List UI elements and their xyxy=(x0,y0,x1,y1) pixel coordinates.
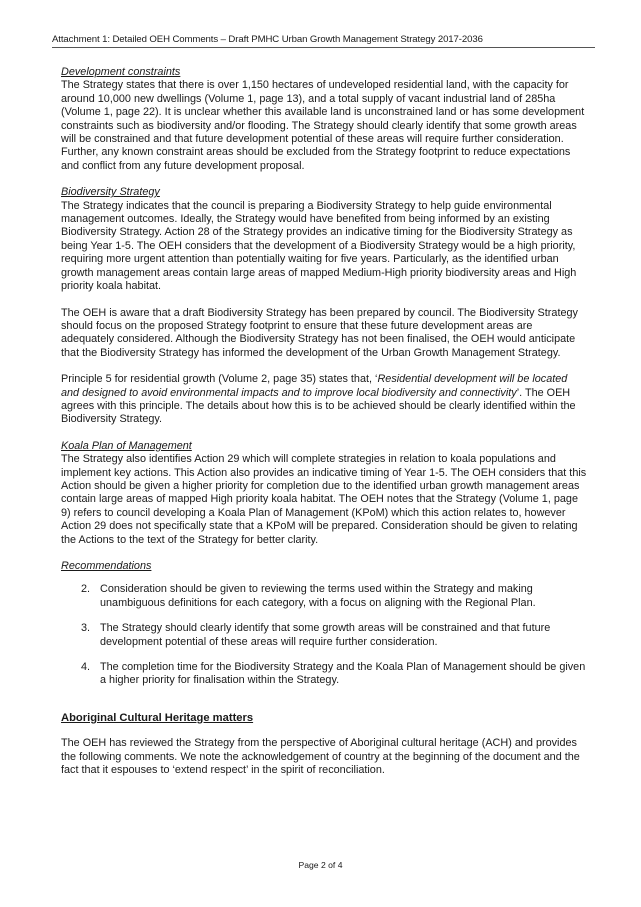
list-text: The Strategy should clearly identify that some growth areas will be constrained and that future development potential of these areas will require further consideration. xyxy=(100,622,551,648)
list-number: 4. xyxy=(81,661,91,674)
list-text: Consideration should be given to reviewing the terms used within the Strategy and making unambiguous definitions for each category, with a focus on aligning with the Regional Plan. xyxy=(100,583,536,609)
list-text: The completion time for the Biodiversity Strategy and the Koala Plan of Management should be given a higher priority for finalisation within the Strategy. xyxy=(100,661,586,687)
text-run: ’. The OEH agrees with this principle. The details about how this is to be achieved should be clearly identified within the Biodiversity Strategy. xyxy=(61,386,576,426)
page-number: Page 2 of 4 xyxy=(298,860,343,870)
section-biodiversity-strategy xyxy=(61,186,587,293)
section-heading: Biodiversity Strategy xyxy=(61,186,160,199)
paragraph: The Strategy states that there is over 1,150 hectares of undeveloped residential land, with the capacity for around 10,000 new dwellings (Volume 1, page 13), and a total supply of vacant industrial land of 285ha (Volume 1, page 22). It is unclear whether this available land is unconstrained land or has some development constraints such as biodiversity and/or flooding. The Strategy should clearly identify that some growth areas will be constrained and that future development potential of these areas will require further consideration. Further, any known constraint areas should be excluded from the Strategy footprint to reduce expectations and conflict from any future development proposal. xyxy=(61,79,585,172)
document-body xyxy=(61,66,587,777)
section-recommendations xyxy=(61,560,587,688)
quoted-principle: Residential development will be located and designed to avoid environmental impacts and to improve local biodiversity and connectivity xyxy=(61,373,568,399)
text-run: Principle 5 for residential growth (Volume 2, page 35) states that, ‘ xyxy=(61,373,378,386)
list-number: 3. xyxy=(81,622,91,635)
paragraph: The OEH is aware that a draft Biodiversity Strategy has been prepared by council. The Biodiversity Strategy should focus on the proposed Strategy footprint to ensure that these future development areas are adequately considered. Although the Biodiversity Strategy has not been finalised, the OEH would anticipate that the Biodiversity Strategy has informed the development of the Urban Growth Management Strategy. xyxy=(61,306,578,359)
section-koala-plan xyxy=(61,440,587,547)
section-development-constraints xyxy=(61,66,587,173)
list-item xyxy=(61,622,587,649)
paragraph: The Strategy indicates that the council is preparing a Biodiversity Strategy to help guide environmental management outcomes. Ideally, the Strategy would have benefited from being informed by an existing Biodiversity Strategy. Action 28 of the Strategy provides an indicative timing for the Biodiversity Strategy as being Year 1-5. The OEH considers that the development of a Biodiversity Strategy would be a high priority, requiring more urgent attention than potentially waiting for five years. Particularly, as the identified urban growth management areas contain large areas of mapped Medium-High priority biodiversity areas and High priority koala habitat. xyxy=(61,199,577,293)
list-item xyxy=(61,583,587,610)
list-number: 2. xyxy=(81,583,91,596)
paragraph-principle-5 xyxy=(61,373,587,427)
section-heading: Aboriginal Cultural Heritage matters xyxy=(61,711,254,724)
section-heading: Koala Plan of Management xyxy=(61,439,192,452)
paragraph: The OEH has reviewed the Strategy from the perspective of Aboriginal cultural heritage (ACH) and provides the following comments. We note the acknowledgement of country at the beginning of the document and the fact that it espouses to ‘extend respect’ in the spirit of reconciliation. xyxy=(61,737,580,777)
list-item xyxy=(61,661,587,688)
paragraph: The Strategy also identifies Action 29 which will complete strategies in relation to koala populations and implement key actions. This Action also provides an indicative timing of Year 1-5. The OEH considers that this Action should be given a higher priority for completion due to the identified urban growth management areas contain large areas of mapped High priority koala habitat. The OEH notes that the Strategy (Volume 1, page 9) refers to council developing a Koala Plan of Management (KPoM) which this action relates to, however Action 29 does not specifically state that a KPoM will be prepared. Consideration should be given to relating the Actions to the text of the Strategy for better clarity. xyxy=(61,453,587,546)
section-heading: Development constraints xyxy=(61,66,181,78)
page-header: Attachment 1: Detailed OEH Comments – Draft PMHC Urban Growth Management Strategy 2017-2036 xyxy=(52,34,483,45)
section-heading: Recommendations xyxy=(61,560,152,572)
recommendations-list xyxy=(61,583,587,687)
paragraph-block xyxy=(61,373,587,427)
section-aboriginal-heritage xyxy=(61,712,587,778)
paragraph-block xyxy=(61,307,587,361)
header-divider xyxy=(52,47,595,48)
